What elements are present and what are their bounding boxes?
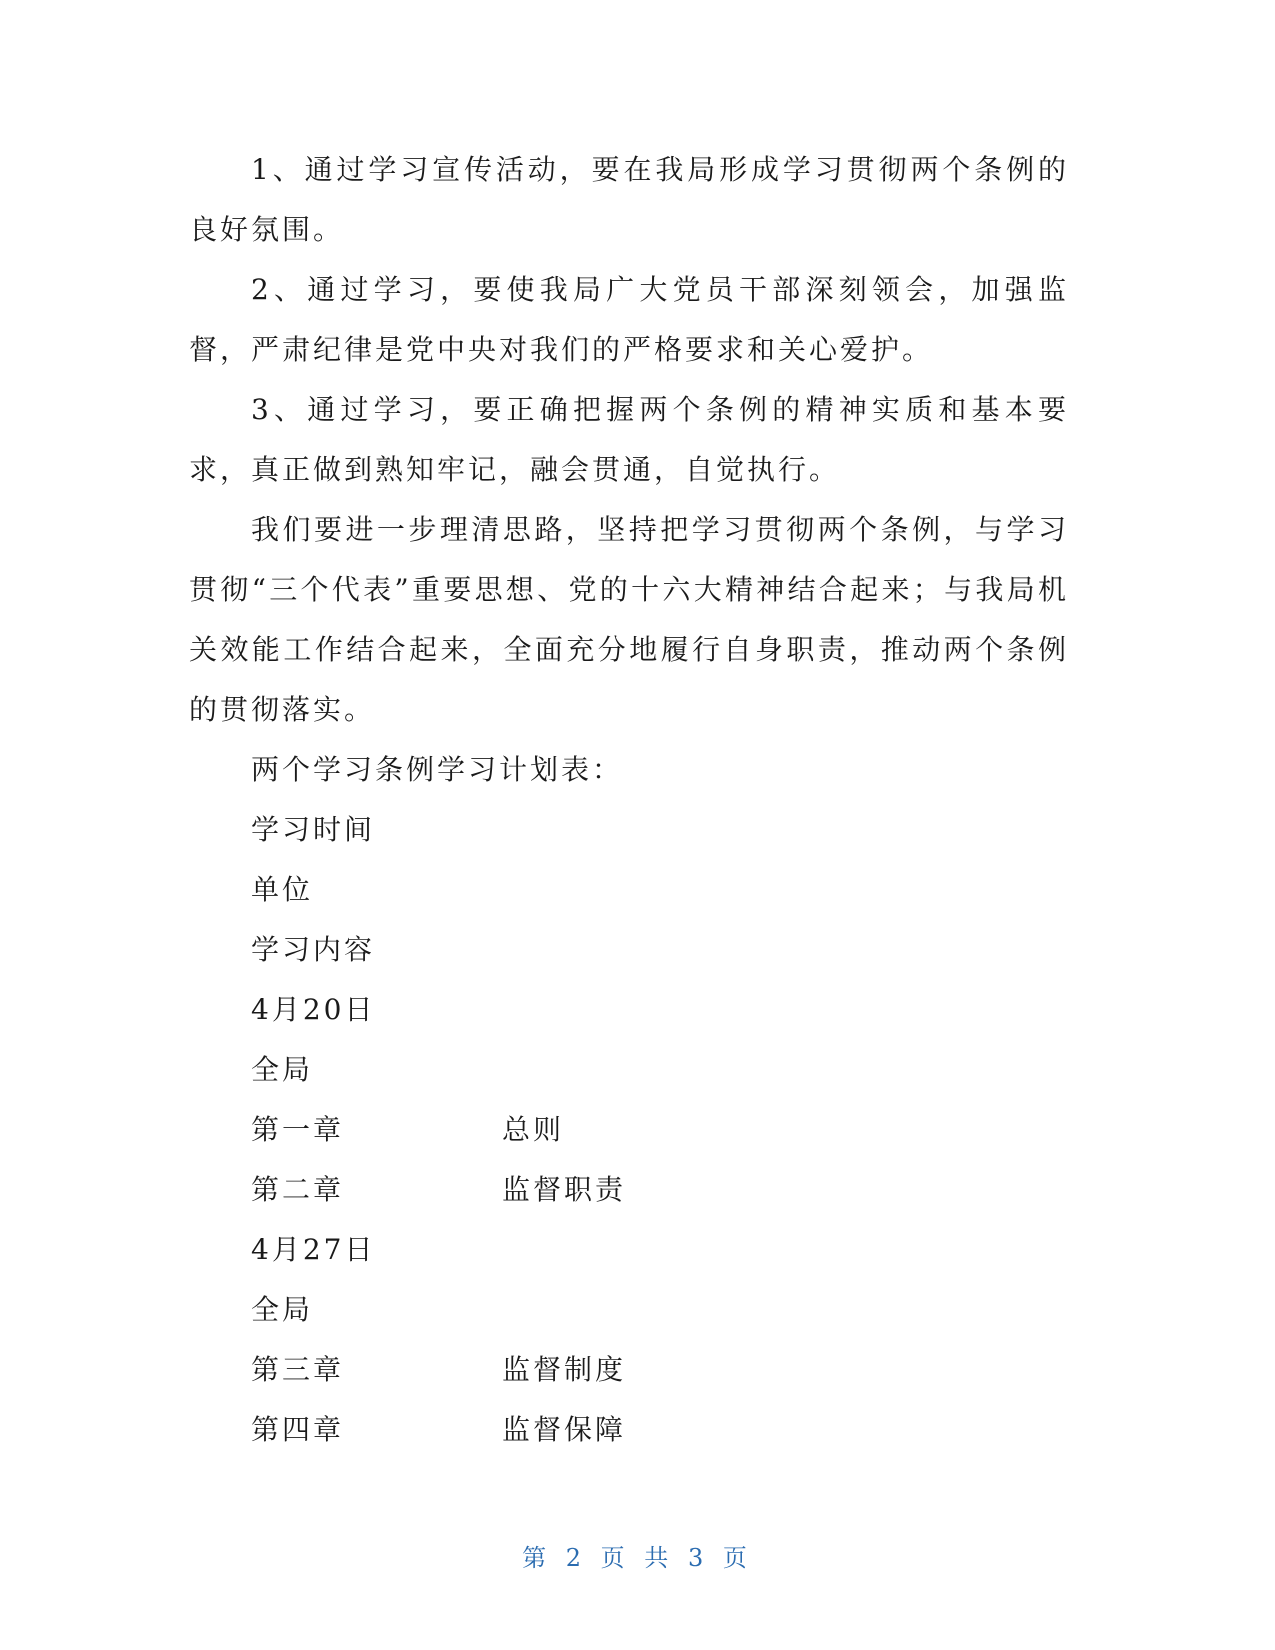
plan-header-content: 学习内容 (251, 933, 376, 966)
chapter-label: 第一章 (251, 1113, 345, 1146)
chapter-topic: 监督制度 (502, 1353, 627, 1386)
session-2-chapter-row (189, 1340, 1069, 1400)
chapter-label: 第四章 (251, 1413, 345, 1446)
session-1-unit: 全局 (251, 1053, 314, 1086)
paragraph-approach: 我们要进一步理清思路，坚持把学习贯彻两个条例，与学习贯彻“三个代表”重要思想、党的十六大精神结合起来；与我局机关效能工作结合起来，全面充分地履行自身职责，推动两个条例的贯彻落实。 (189, 513, 1069, 726)
session-2-date: 4月27日 (251, 1233, 376, 1266)
chapter-label: 第二章 (251, 1173, 345, 1206)
session-2-chapter-row (189, 1400, 1069, 1460)
plan-title: 两个学习条例学习计划表： (251, 753, 624, 786)
chapter-topic: 监督保障 (502, 1413, 627, 1446)
chapter-label: 第三章 (251, 1353, 345, 1386)
page-number-footer: 第 2 页 共 3 页 (522, 1544, 753, 1572)
plan-header-time: 学习时间 (251, 813, 376, 846)
session-1-date: 4月20日 (251, 993, 376, 1026)
chapter-topic: 监督职责 (502, 1173, 627, 1206)
plan-header-unit: 单位 (251, 873, 314, 906)
session-1-chapter-row (189, 1160, 1069, 1220)
paragraph-goal-1: 1、通过学习宣传活动，要在我局形成学习贯彻两个条例的良好氛围。 (189, 153, 1069, 246)
paragraph-goal-3: 3、通过学习，要正确把握两个条例的精神实质和基本要求，真正做到熟知牢记，融会贯通，自觉执行。 (189, 393, 1069, 486)
session-2-unit: 全局 (251, 1293, 314, 1326)
document-body (189, 140, 1069, 1460)
chapter-topic: 总则 (502, 1113, 565, 1146)
paragraph-goal-2: 2、通过学习，要使我局广大党员干部深刻领会，加强监督，严肃纪律是党中央对我们的严格要求和关心爱护。 (189, 273, 1069, 366)
session-1-chapter-row (189, 1100, 1069, 1160)
